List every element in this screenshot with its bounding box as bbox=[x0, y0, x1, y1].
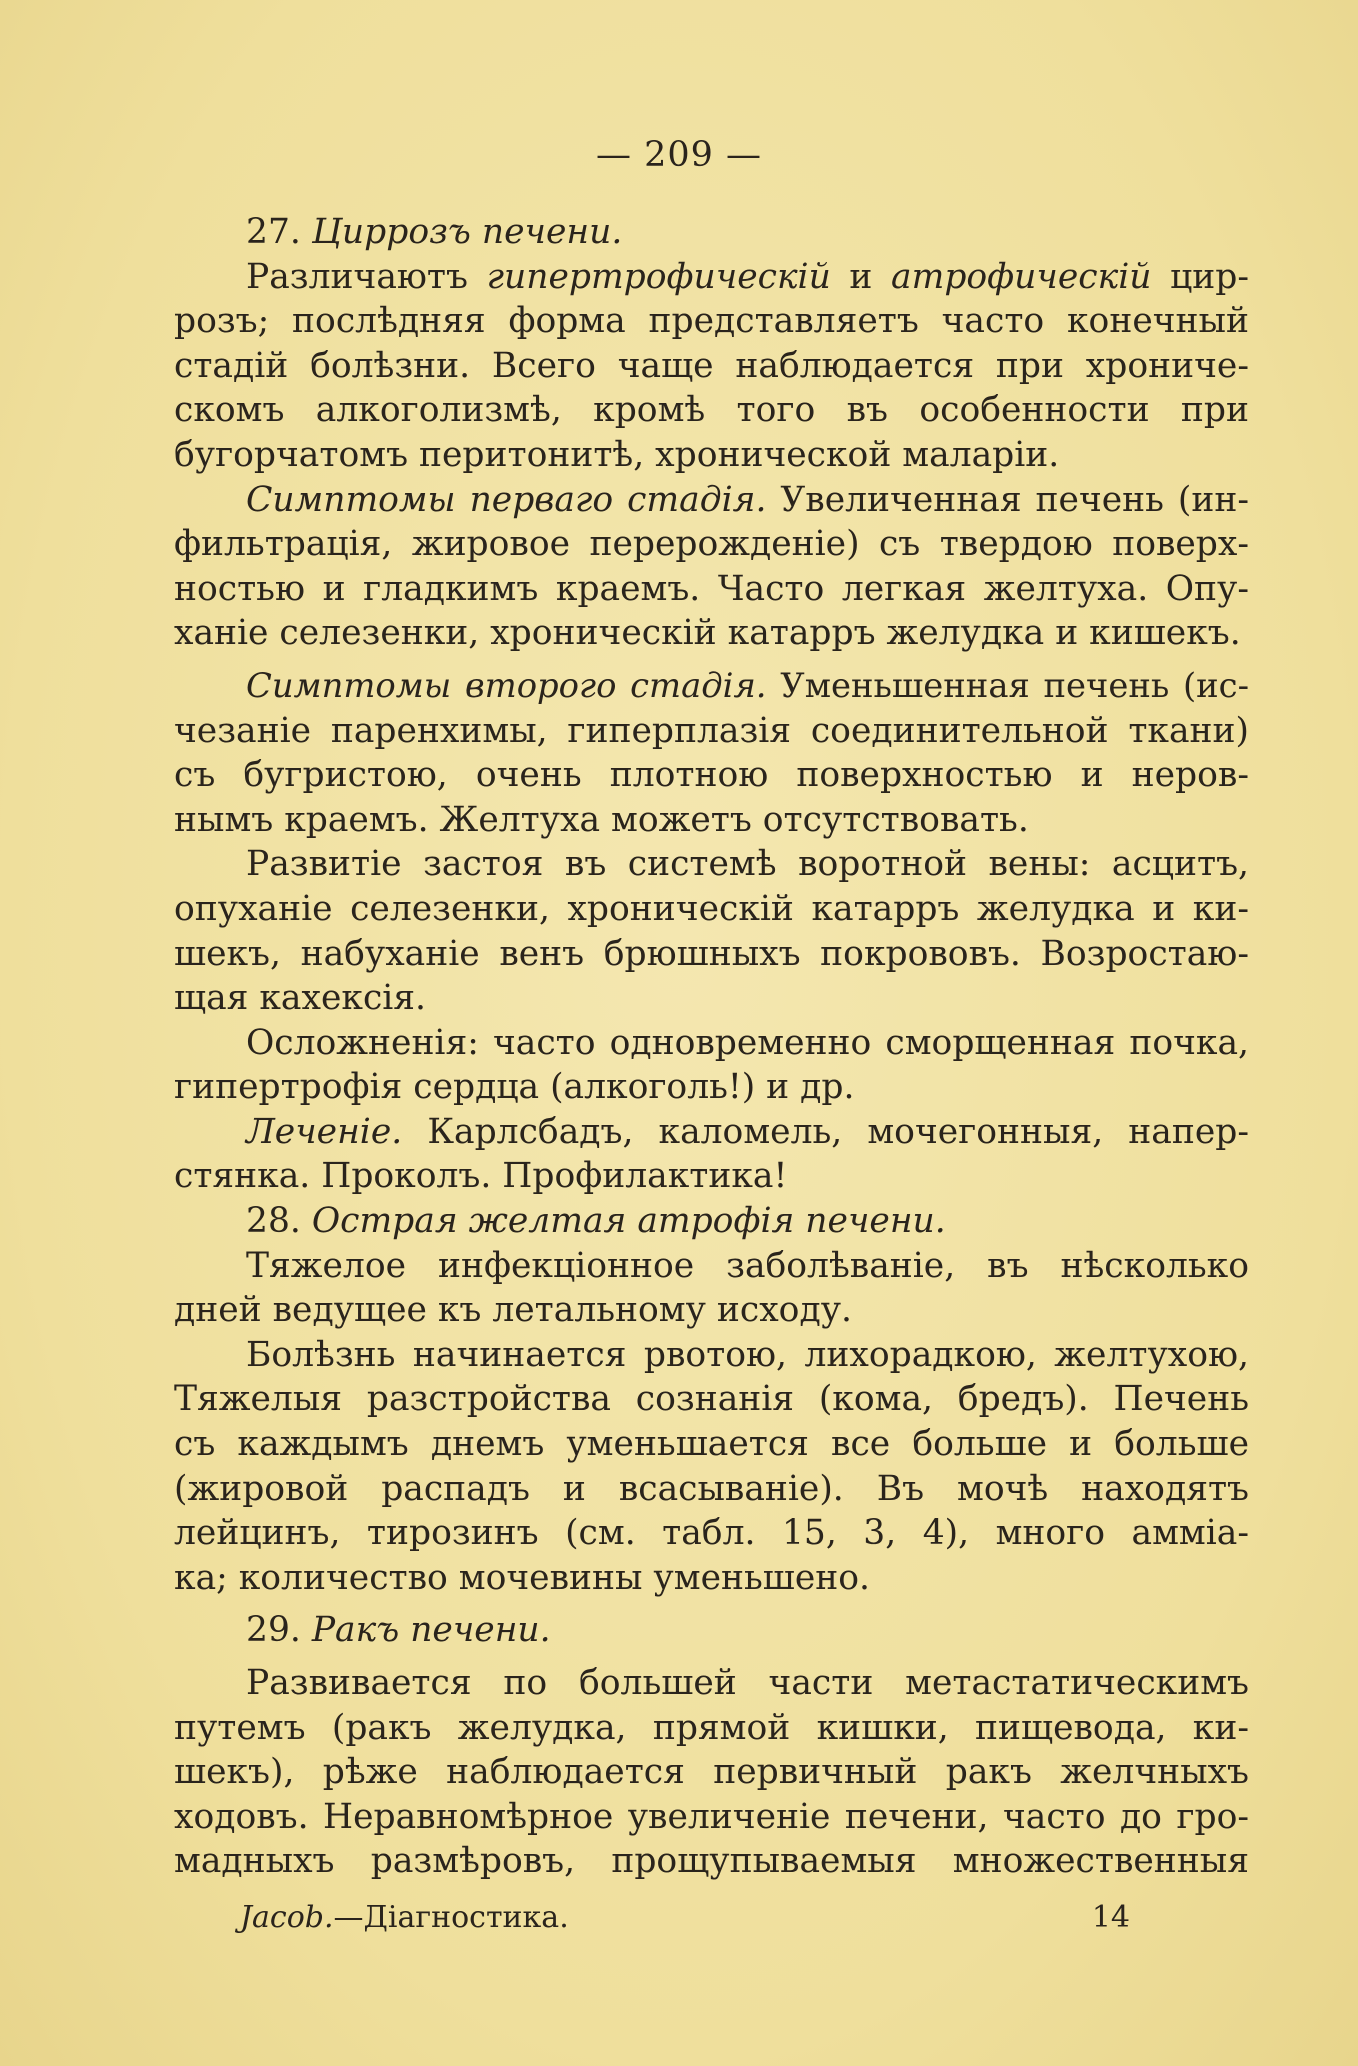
footer-author: Jacob. bbox=[240, 1900, 334, 1935]
text-line: (жировой распадъ и всасываніе). Въ мочѣ находятъ bbox=[174, 1468, 1249, 1509]
signature-mark: 14 bbox=[1091, 1900, 1130, 1935]
text-line: Леченіе. Карлсбадъ, каломель, мочегонныя, напер- bbox=[246, 1111, 1249, 1152]
text-line: стадій болѣзни. Всего чаще наблюдается при хрониче- bbox=[174, 345, 1249, 386]
text-line: гипертрофія сердца (алкоголь!) и др. bbox=[174, 1067, 855, 1108]
text-line: ностью и гладкимъ краемъ. Часто легкая желтуха. Опу- bbox=[174, 568, 1249, 609]
heading-title: Острая желтая атрофія печени. bbox=[311, 1201, 946, 1242]
text-line: ка; количество мочевины уменьшено. bbox=[174, 1557, 870, 1598]
page-number: — 209 — bbox=[595, 135, 763, 175]
text-line: Тяжелое инфекціонное заболѣваніе, въ нѣсколько bbox=[246, 1245, 1249, 1286]
text-line: дней ведущее къ летальному исходу. bbox=[174, 1290, 852, 1331]
text-line: Развитіе застоя въ системѣ воротной вены: асцитъ, bbox=[246, 844, 1249, 885]
section-heading: 29. Ракъ печени. bbox=[246, 1610, 551, 1651]
text-line: съ бугристою, очень плотною поверхностью и неров- bbox=[174, 755, 1249, 796]
text-line: лейцинъ, тирозинъ (см. табл. 15, 3, 4), много амміа- bbox=[174, 1513, 1249, 1554]
text-line: ханіе селезенки, хроническій катарръ желудка и кишекъ. bbox=[174, 613, 1241, 654]
text-line: шекъ, набуханіе венъ брюшныхъ покрововъ. Возростаю- bbox=[174, 933, 1249, 974]
section-29 bbox=[174, 1608, 1249, 1884]
text-line: ходовъ. Неравномѣрное увеличеніе печени, часто до гро- bbox=[174, 1796, 1249, 1837]
section-heading: 28. Острая желтая атрофія печени. bbox=[246, 1201, 946, 1242]
section-heading: 27. Циррозъ печени. bbox=[246, 212, 623, 252]
text-line: мадныхъ размѣровъ, прощупываемыя множественныя bbox=[174, 1841, 1249, 1882]
text-line: съ каждымъ днемъ уменьшается все больше и больше bbox=[174, 1424, 1249, 1465]
text-line: Тяжелыя разстройства сознанія (кома, бредъ). Печень bbox=[174, 1379, 1249, 1420]
text-line: фильтрація, жировое перерожденіе) съ твердою поверх- bbox=[174, 524, 1249, 565]
text-line: чезаніе паренхимы, гиперплазія соединительной ткани) bbox=[174, 710, 1249, 751]
text-line: скомъ алкоголизмѣ, кромѣ того въ особенности при bbox=[174, 390, 1249, 431]
text-line: Симптомы второго стадія. Уменьшенная печень (ис- bbox=[246, 665, 1250, 705]
text-line: Осложненія: часто одновременно сморщенная почка, bbox=[246, 1022, 1249, 1063]
text-line: нымъ краемъ. Желтуха можетъ отсутствовать. bbox=[174, 799, 1029, 840]
heading-title: Ракъ печени. bbox=[311, 1610, 551, 1651]
text-line: Болѣзнь начинается рвотою, лихорадкою, желтухою, bbox=[246, 1334, 1249, 1375]
text-line: Различаютъ гипертрофическій и атрофическій цир- bbox=[246, 256, 1249, 297]
page-text bbox=[174, 210, 1249, 1884]
section-27 bbox=[174, 210, 1249, 1199]
text-line: опуханіе селезенки, хроническій катарръ желудка и ки- bbox=[174, 888, 1249, 929]
text-line: Симптомы перваго стадія. Увеличенная печень (ин- bbox=[246, 479, 1250, 520]
text-line: стянка. Проколъ. Профилактика! bbox=[174, 1156, 788, 1197]
section-28 bbox=[174, 1199, 1249, 1600]
heading-title: Циррозъ печени. bbox=[311, 212, 623, 252]
text-line: шекъ), рѣже наблюдается первичный ракъ желчныхъ bbox=[174, 1752, 1249, 1793]
text-line: путемъ (ракъ желудка, прямой кишки, пищевода, ки- bbox=[174, 1707, 1249, 1748]
running-title bbox=[240, 1900, 569, 1935]
footer-title: —Діагностика. bbox=[333, 1900, 569, 1935]
text-line: Развивается по большей части метастатическимъ bbox=[246, 1663, 1249, 1703]
text-line: бугорчатомъ перитонитѣ, хронической маларіи. bbox=[174, 434, 1060, 475]
text-line: щая кахексія. bbox=[174, 978, 427, 1019]
text-line: розъ; послѣдняя форма представляетъ часто конечный bbox=[174, 301, 1249, 342]
